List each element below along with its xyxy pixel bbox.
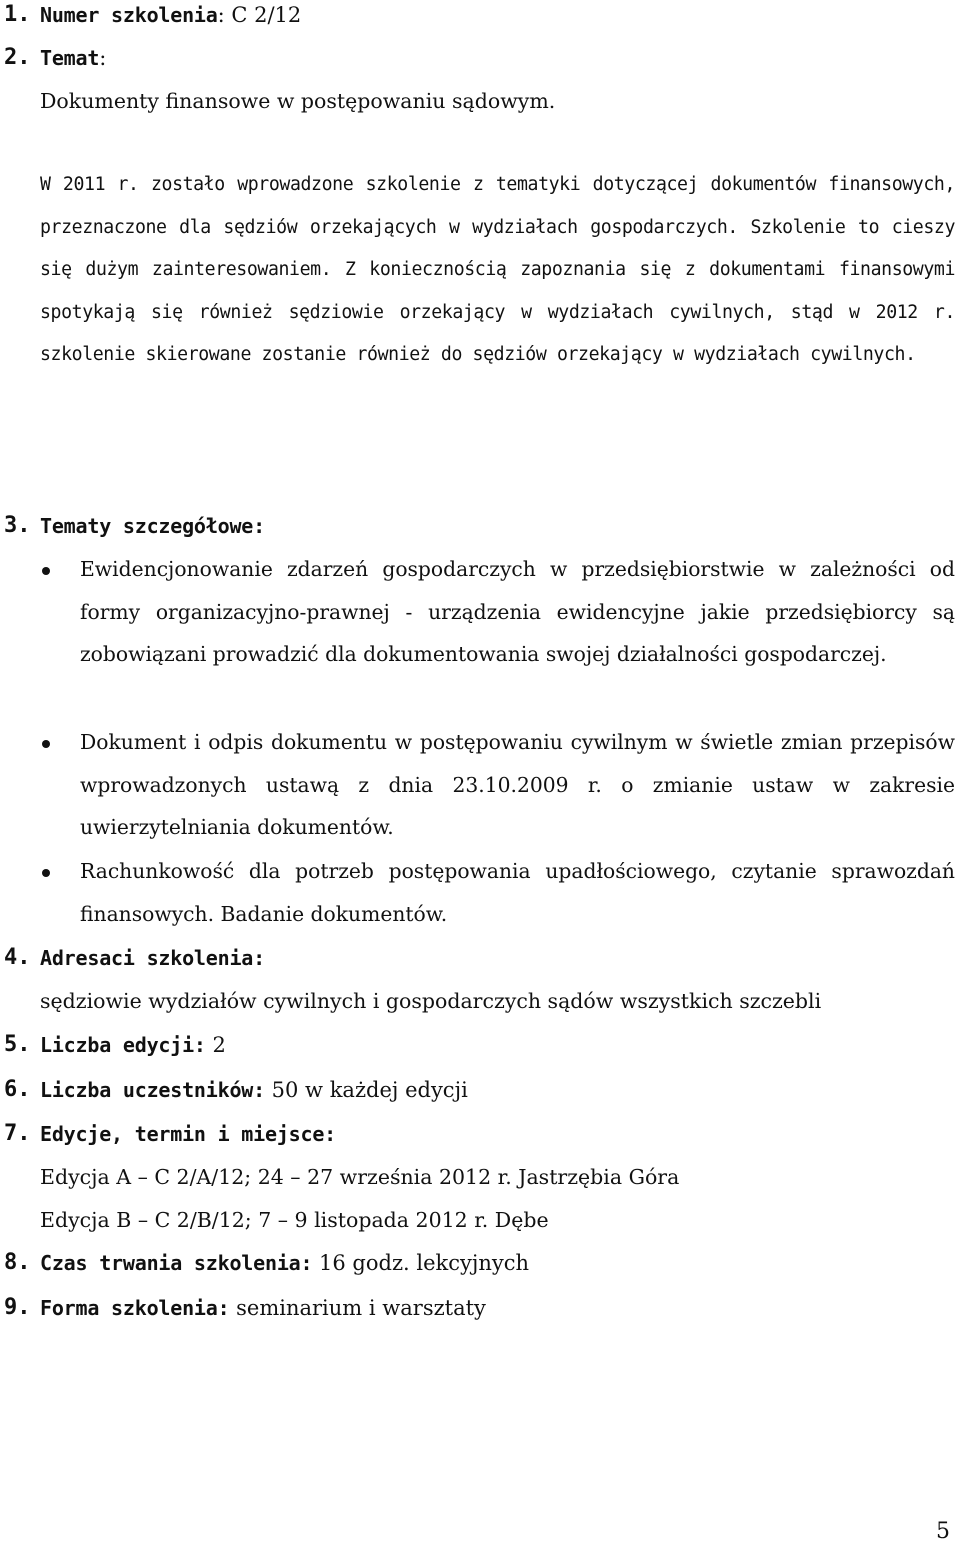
topic-text: Dokument i odpis dokumentu w postępowaniu cywilnym w świetle zmian przepisów wprowadzonych ustawą z dnia 23.10.2009 r. o zmianie ustaw w zakresie uwierzytelniania dokumentów. bbox=[80, 730, 955, 839]
intro-paragraph: W 2011 r. zostało wprowadzone szkolenie z tematyki dotyczącej dokumentów finansowych, przeznaczone dla sędziów orzekających w wydziałach gospodarczych. Szkolenie to cieszy się dużym zainteresowaniem. Z koniecznością zapoznania się z dokumentami finansowymi spotykają się również sędziowie orzekający w wydziałach cywilnych, stąd w 2012 r. szkolenie skierowane zostanie również do sędziów orzekający w wydziałach cywilnych. bbox=[40, 174, 955, 366]
section-number: 2. bbox=[4, 45, 31, 70]
section-label: Liczba uczestników: bbox=[40, 1078, 265, 1102]
bullet-icon bbox=[42, 740, 50, 748]
section-label: Forma szkolenia: bbox=[40, 1296, 230, 1320]
section-number: 1. bbox=[4, 2, 31, 27]
section-label: Numer szkolenia bbox=[40, 3, 218, 27]
edition-a: Edycja A – C 2/A/12; 24 – 27 września 2012 r. Jastrzębia Góra bbox=[40, 1165, 680, 1189]
section-value: : C 2/12 bbox=[217, 3, 302, 27]
bullet-icon bbox=[42, 869, 50, 877]
section-number: 7. bbox=[4, 1121, 31, 1146]
section-number: 3. bbox=[4, 513, 31, 538]
edition-b: Edycja B – C 2/B/12; 7 – 9 listopada 2012 r. Dębe bbox=[40, 1208, 549, 1232]
addressees-text: sędziowie wydziałów cywilnych i gospodarczych sądów wszystkich szczebli bbox=[40, 989, 822, 1013]
section-value: : bbox=[99, 46, 107, 70]
section-number: 5. bbox=[4, 1032, 31, 1057]
section-heading bbox=[40, 1119, 336, 1149]
section-label: Temat bbox=[40, 46, 100, 70]
section-heading bbox=[40, 1030, 226, 1060]
section-heading bbox=[40, 43, 106, 73]
bullet-icon bbox=[42, 567, 50, 575]
section-number: 4. bbox=[4, 945, 31, 970]
section-heading bbox=[40, 1293, 486, 1323]
section-heading bbox=[40, 943, 265, 973]
section-label: Tematy szczegółowe: bbox=[40, 514, 265, 538]
topic-title: Dokumenty finansowe w postępowaniu sądowym. bbox=[40, 89, 556, 113]
section-label: Liczba edycji: bbox=[40, 1033, 206, 1057]
section-value: seminarium i warsztaty bbox=[229, 1296, 486, 1320]
section-label: Adresaci szkolenia: bbox=[40, 946, 265, 970]
page-number: 5 bbox=[936, 1519, 950, 1544]
section-number: 9. bbox=[4, 1295, 31, 1320]
section-number: 6. bbox=[4, 1077, 31, 1102]
topic-text: Rachunkowość dla potrzeb postępowania upadłościowego, czytanie sprawozdań finansowych. Badanie dokumentów. bbox=[80, 859, 955, 926]
section-number: 8. bbox=[4, 1250, 31, 1275]
section-value: 2 bbox=[205, 1033, 226, 1057]
section-heading bbox=[40, 1075, 468, 1105]
topic-text: Ewidencjonowanie zdarzeń gospodarczych w przedsiębiorstwie w zależności od formy organizacyjno-prawnej - urządzenia ewidencyjne jakie przedsiębiorcy są zobowiązani prowadzić dla dokumentowania swojej działalności gospodarczej. bbox=[80, 557, 955, 666]
section-label: Czas trwania szkolenia: bbox=[40, 1251, 313, 1275]
section-value: 16 godz. lekcyjnych bbox=[312, 1251, 530, 1275]
section-heading bbox=[40, 511, 265, 541]
section-label: Edycje, termin i miejsce: bbox=[40, 1122, 337, 1146]
section-heading bbox=[40, 1248, 529, 1278]
section-value: 50 w każdej edycji bbox=[264, 1078, 468, 1102]
section-heading bbox=[40, 0, 301, 30]
